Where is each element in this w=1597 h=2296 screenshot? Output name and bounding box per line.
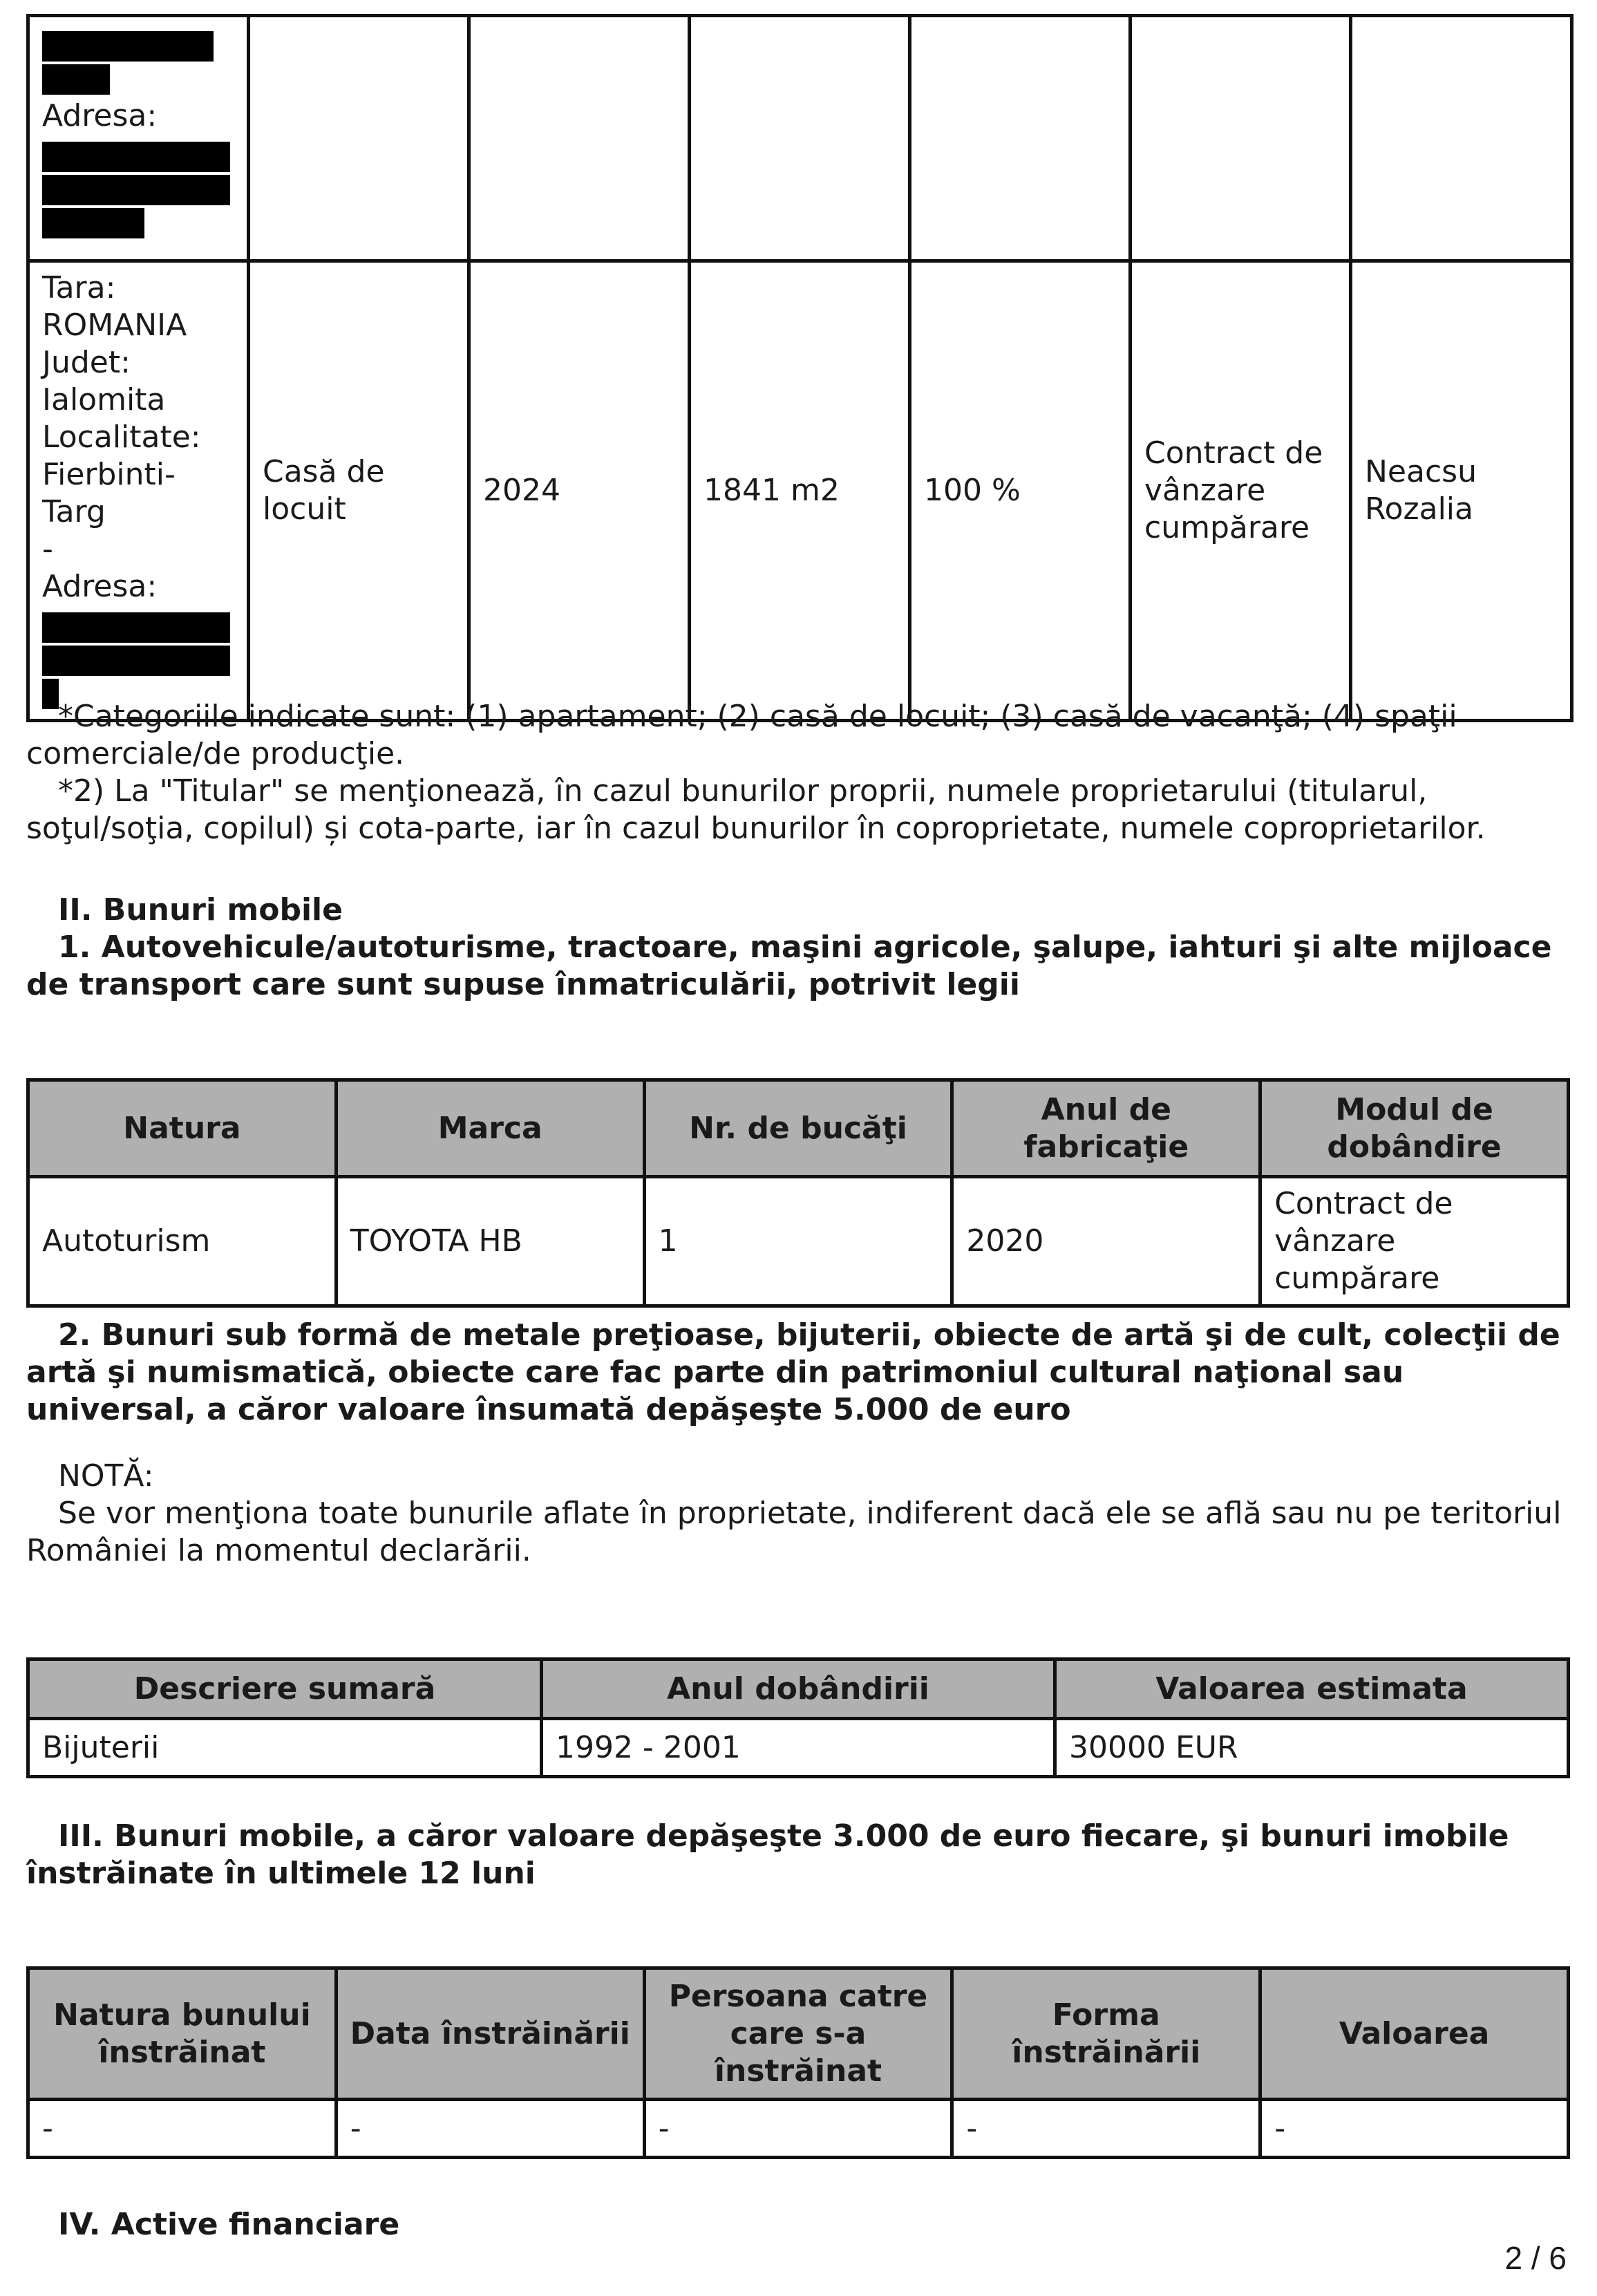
redacted-block xyxy=(42,646,230,676)
anul-cell: 2024 xyxy=(469,261,690,721)
categorie-cell: Casă de locuit xyxy=(249,261,469,721)
table-cell: 30000 EUR xyxy=(1055,1719,1569,1777)
table-cell: - xyxy=(336,2100,644,2158)
alienated-assets-table xyxy=(26,1966,1570,2159)
table-header-row xyxy=(28,1080,1569,1177)
note-categories: *Categoriile indicate sunt: (1) apartament; (2) casă de locuit; (3) casă de vacanţă; (4) spaţii comerciale/de producţie. xyxy=(26,699,1457,771)
empty-cell xyxy=(910,16,1131,261)
table-cell: - xyxy=(28,2100,337,2158)
valuables-table xyxy=(26,1657,1570,1778)
suprafata-cell: 1841 m2 xyxy=(690,261,910,721)
empty-cell xyxy=(690,16,910,261)
empty-cell xyxy=(249,16,469,261)
column-header: Forma înstrăinării xyxy=(952,1968,1260,2100)
cota-cell: 100 % xyxy=(910,261,1131,721)
table-cell: Bijuterii xyxy=(28,1719,542,1777)
redacted-block xyxy=(42,31,214,62)
column-header: Persoana catre care s-a înstrăinat xyxy=(644,1968,952,2100)
redacted-block xyxy=(42,208,144,238)
table-row xyxy=(28,2100,1569,2158)
subsection-2-block xyxy=(26,1317,1570,1570)
column-header: Valoarea estimata xyxy=(1055,1659,1569,1719)
redacted-block xyxy=(42,175,230,205)
titular-cell: Neacsu Rozalia xyxy=(1351,261,1572,721)
table-cell: Autoturism xyxy=(28,1177,337,1306)
column-header: Valoarea xyxy=(1260,1968,1569,2100)
location-line: Adresa: xyxy=(42,569,158,604)
column-header: Modul de dobândire xyxy=(1260,1080,1569,1177)
empty-cell xyxy=(469,16,690,261)
column-header: Descriere sumară xyxy=(28,1659,542,1719)
location-line: Localitate: xyxy=(42,420,201,455)
location-line: Fierbinti-Targ xyxy=(42,457,176,529)
section-3-header xyxy=(26,1818,1570,1892)
section-title: IV. Active financiare xyxy=(58,2207,400,2242)
table-row xyxy=(28,1177,1569,1306)
table-cell: - xyxy=(1260,2100,1569,2158)
notes xyxy=(26,698,1570,847)
column-header: Natura bunului înstrăinat xyxy=(28,1968,337,2100)
table-cell: TOYOTA HB xyxy=(336,1177,644,1306)
adresa-label: Adresa: xyxy=(42,98,158,133)
location-cell xyxy=(28,16,249,261)
section-title: III. Bunuri mobile, a căror valoare depăşeşte 3.000 de euro fiecare, şi bunuri imobile înstrăinate în ultimele 12 luni xyxy=(26,1818,1509,1891)
column-header: Marca xyxy=(336,1080,644,1177)
section-4-header xyxy=(26,2206,1570,2243)
column-header: Nr. de bucăţi xyxy=(644,1080,952,1177)
redacted-block xyxy=(42,612,230,643)
table-header-row xyxy=(28,1659,1569,1719)
location-line: Tara: xyxy=(42,270,116,305)
column-header: Anul dobândirii xyxy=(542,1659,1055,1719)
mod-cell: Contract de vânzare cumpărare xyxy=(1131,261,1351,721)
table-row xyxy=(28,16,1572,261)
table-cell: - xyxy=(952,2100,1260,2158)
location-line: ROMANIA xyxy=(42,308,187,343)
table-row xyxy=(28,261,1572,721)
section-title: II. Bunuri mobile xyxy=(58,892,343,928)
column-header: Data înstrăinării xyxy=(336,1968,644,2100)
redacted-block xyxy=(42,142,230,172)
column-header: Anul de fabricaţie xyxy=(952,1080,1260,1177)
page-number: 2 / 6 xyxy=(1504,2240,1567,2276)
nota-label: NOTĂ: xyxy=(58,1458,154,1494)
table-cell: 1 xyxy=(644,1177,952,1306)
table-cell: 1992 - 2001 xyxy=(542,1719,1055,1777)
location-cell xyxy=(28,261,249,721)
table-header-row xyxy=(28,1968,1569,2100)
section-2-header xyxy=(26,892,1570,1004)
table-cell: Contract de vânzare cumpărare xyxy=(1260,1177,1569,1306)
empty-cell xyxy=(1131,16,1351,261)
table-cell: - xyxy=(644,2100,952,2158)
subsection-title: 1. Autovehicule/autoturisme, tractoare, maşini agricole, şalupe, iahturi şi alte mijloace de transport care sunt supuse înmatriculării, potrivit legii xyxy=(26,930,1552,1002)
nota-text: Se vor menţiona toate bunurile aflate în proprietate, indiferent dacă ele se află sau nu pe teritoriul României la momentul declarării. xyxy=(26,1496,1562,1568)
note-titular: *2) La "Titular" se menţionează, în cazul bunurilor proprii, numele proprietarului (titularul, soţul/soţia, copilul) și cota-parte, iar în cazul bunurilor în coproprietate, numele coproprietarilor. xyxy=(26,773,1486,846)
table-row xyxy=(28,1719,1569,1777)
subsection-title: 2. Bunuri sub formă de metale preţioase, bijuterii, obiecte de artă şi de cult, colecţii de artă şi numismatică, obiecte care fac parte din patrimoniul cultural naţional sau universal, a căror valoare însumată depăşeşte 5.000 de euro xyxy=(26,1317,1560,1427)
property-table xyxy=(26,14,1574,722)
empty-cell xyxy=(1351,16,1572,261)
location-line: Ialomita xyxy=(42,382,166,417)
column-header: Natura xyxy=(28,1080,337,1177)
location-line: Judet: xyxy=(42,345,131,380)
location-line: - xyxy=(42,531,53,567)
vehicles-table xyxy=(26,1078,1570,1308)
table-cell: 2020 xyxy=(952,1177,1260,1306)
redacted-block xyxy=(42,64,110,95)
